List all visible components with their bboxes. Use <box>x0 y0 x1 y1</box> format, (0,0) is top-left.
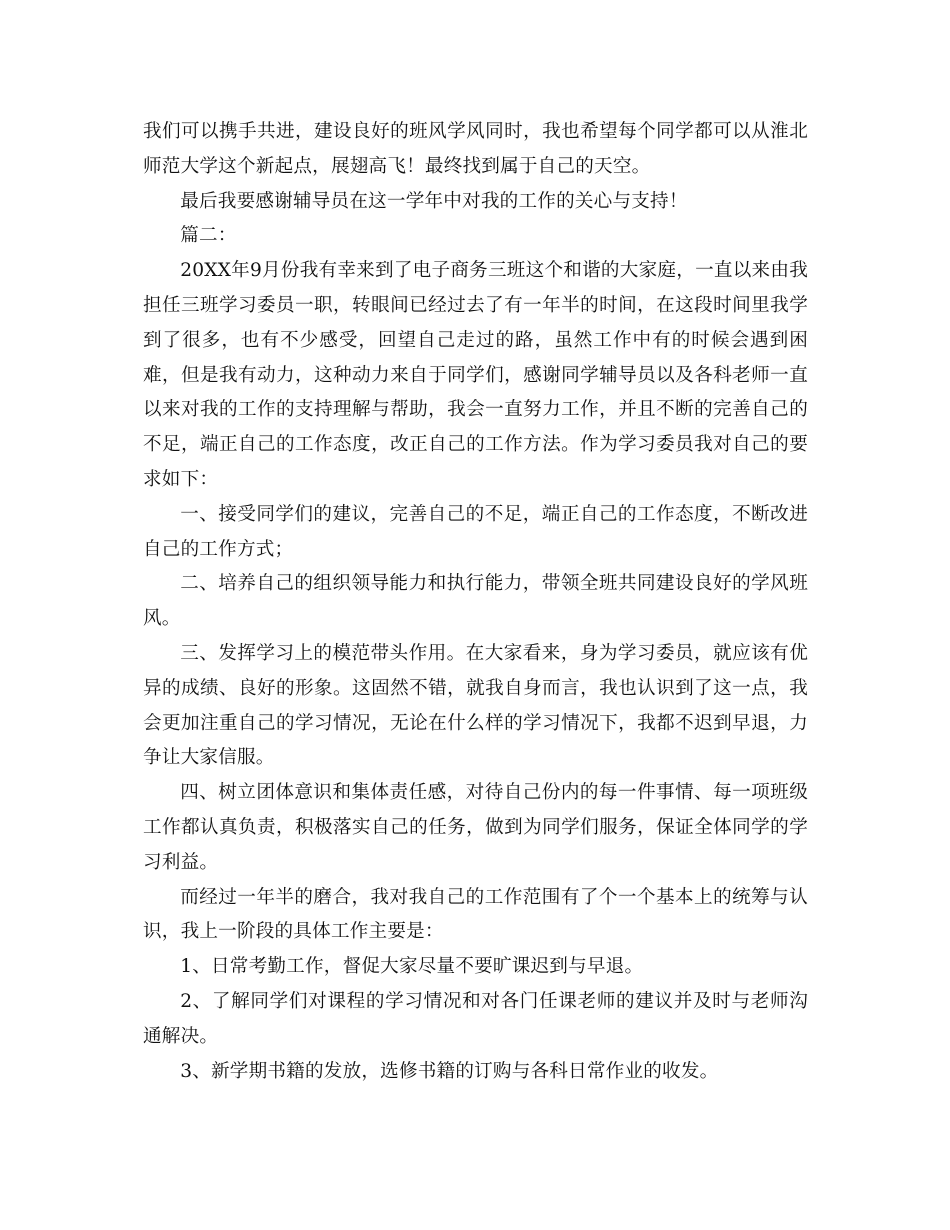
list-item-books: 3、新学期书籍的发放，选修书籍的订购与各科日常作业的收发。 <box>180 1060 719 1082</box>
paragraph-continuation: 我们可以携手共进，建设良好的班风学风同时，我也希望每个同学都可以从淮北师范大学这个新起点，展翅高飞！最终找到属于自己的天空。 <box>143 121 808 177</box>
paragraph-intro: 20XX年9月份我有幸来到了电子商务三班这个和谐的大家庭，一直以来由我担任三班学习委员一职，转眼间已经过去了有一年半的时间，在这段时间里我学到了很多，也有不少感受，回望自己走过的路，虽然工作中有的时候会遇到困难，但是我有动力，这种动力来自于同学们，感谢同学辅导员以及各科老师一直以来对我的工作的支持理解与帮助，我会一直努力工作，并且不断的完善自己的不足，端正自己的工作态度，改正自己的工作方法。作为学习委员我对自己的要求如下： <box>143 260 808 490</box>
paragraph-point-two: 二、培养自己的组织领导能力和执行能力，带领全班共同建设良好的学风班风。 <box>143 573 808 630</box>
paragraph-summary: 而经过一年半的磨合，我对我自己的工作范围有了个一个基本上的统筹与认识，我上一阶段的具体工作主要是： <box>143 886 808 943</box>
paragraph-point-one: 一、接受同学们的建议，完善自己的不足，端正自己的工作态度，不断改进自己的工作方式； <box>143 503 808 560</box>
paragraph-thanks: 最后我要感谢辅导员在这一学年中对我的工作的关心与支持！ <box>180 190 688 212</box>
paragraph-point-three: 三、发挥学习上的模范带头作用。在大家看来，身为学习委员，就应该有优异的成绩、良好的形象。这固然不错，就我自身而言，我也认识到了这一点，我会更加注重自己的学习情况，无论在什么样的学习情况下，我都不迟到早退，力争让大家信服。 <box>143 642 808 769</box>
paragraph-point-four: 四、树立团体意识和集体责任感，对待自己份内的每一件事情、每一项班级工作都认真负责，积极落实自己的任务，做到为同学们服务，保证全体同学的学习利益。 <box>143 782 808 873</box>
list-item-attendance: 1、日常考勤工作，督促大家尽量不要旷课迟到与早退。 <box>180 956 644 978</box>
document-body <box>143 115 808 1089</box>
list-item-course-feedback: 2、了解同学们对课程的学习情况和对各门任课老师的建议并及时与老师沟通解决。 <box>143 990 808 1047</box>
section-heading-part-two: 篇二： <box>180 225 237 247</box>
